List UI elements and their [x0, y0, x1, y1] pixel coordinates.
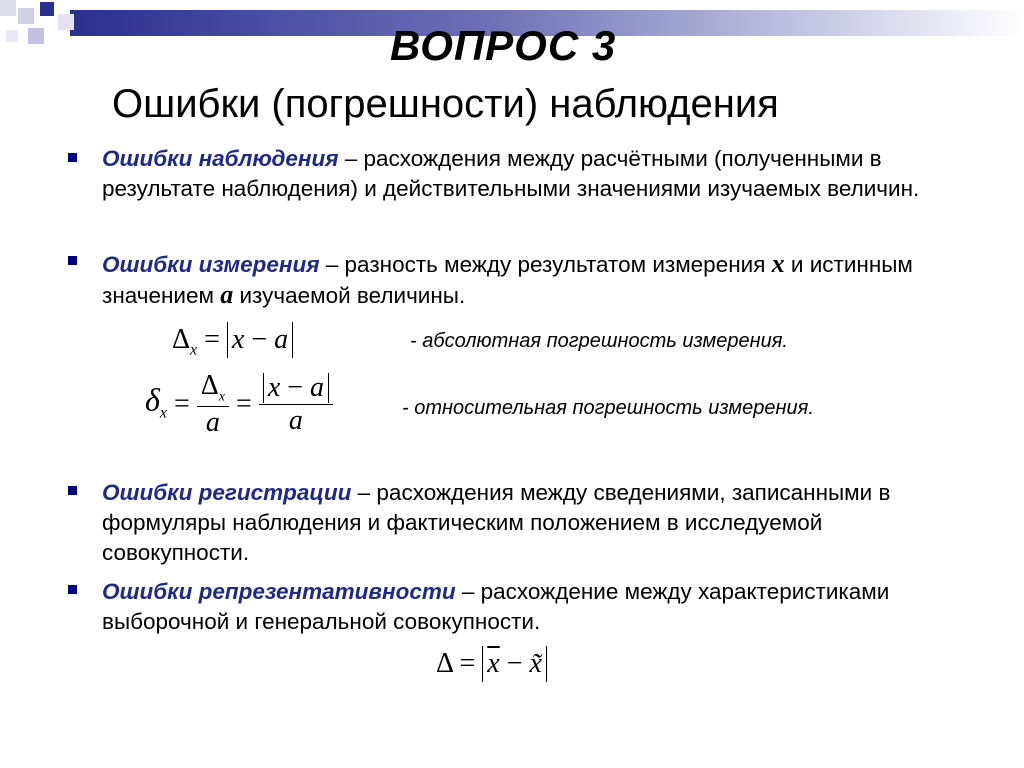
bullet-square [68, 585, 77, 594]
definition-text: и истинным значением [102, 252, 913, 308]
dash: – [351, 480, 377, 505]
variable-x: x [771, 249, 785, 278]
term-label: Ошибки измерения [102, 252, 320, 277]
list-item-measurement-errors [102, 249, 982, 311]
deco-square [6, 30, 18, 42]
page-subtitle: Ошибки (погрешности) наблюдения [112, 82, 779, 126]
term-label: Ошибки регистрации [102, 480, 352, 505]
bullet-square [68, 153, 77, 162]
definition-text: изучаемой величины. [233, 283, 466, 308]
formula-absolute-error: $\Delta_x = x - a$ [172, 322, 293, 360]
variable-a: a [220, 280, 234, 309]
deco-square [18, 8, 34, 24]
deco-square [40, 2, 54, 16]
definition-text: разность между результатом измерения [344, 252, 772, 277]
deco-square [58, 14, 74, 30]
definition-text: расхождения между сведениями, записанными в формуляры наблюдения и фактическим положением в исследуемой совокупности. [102, 480, 891, 565]
term-label: Ошибки репрезентативности [102, 579, 456, 604]
page-title: ВОПРОС 3 [390, 22, 617, 69]
list-item-observation-errors [102, 144, 932, 204]
dash: – [319, 252, 345, 277]
definition-text: расхождение между характеристиками выборочной и генеральной совокупности. [102, 579, 890, 634]
term-label: Ошибки наблюдения [102, 146, 339, 171]
bullet-square [68, 256, 77, 265]
deco-square [0, 0, 16, 16]
bullet-square [68, 486, 77, 495]
deco-square [28, 28, 44, 44]
list-item-registration-errors [102, 478, 932, 568]
formula-representativeness-error: $\Delta = \overline{x}$ − x̃ [436, 646, 547, 682]
caption-relative-error: - относительная погрешность измерения. [402, 397, 814, 419]
formula-relative-error: $\delta_x$ = $\frac{\Delta_x}{a}$ = $\frac{x - a}{a}$ [145, 370, 333, 439]
dash: – [455, 579, 481, 604]
caption-absolute-error: - абсолютная погрешность измерения. [410, 330, 788, 352]
dash: – [338, 146, 364, 171]
list-item-representativeness-errors [102, 577, 932, 637]
definition-text: расхождения между расчётными (полученными в результате наблюдения) и действительными значениями изучаемых величин. [102, 146, 920, 201]
